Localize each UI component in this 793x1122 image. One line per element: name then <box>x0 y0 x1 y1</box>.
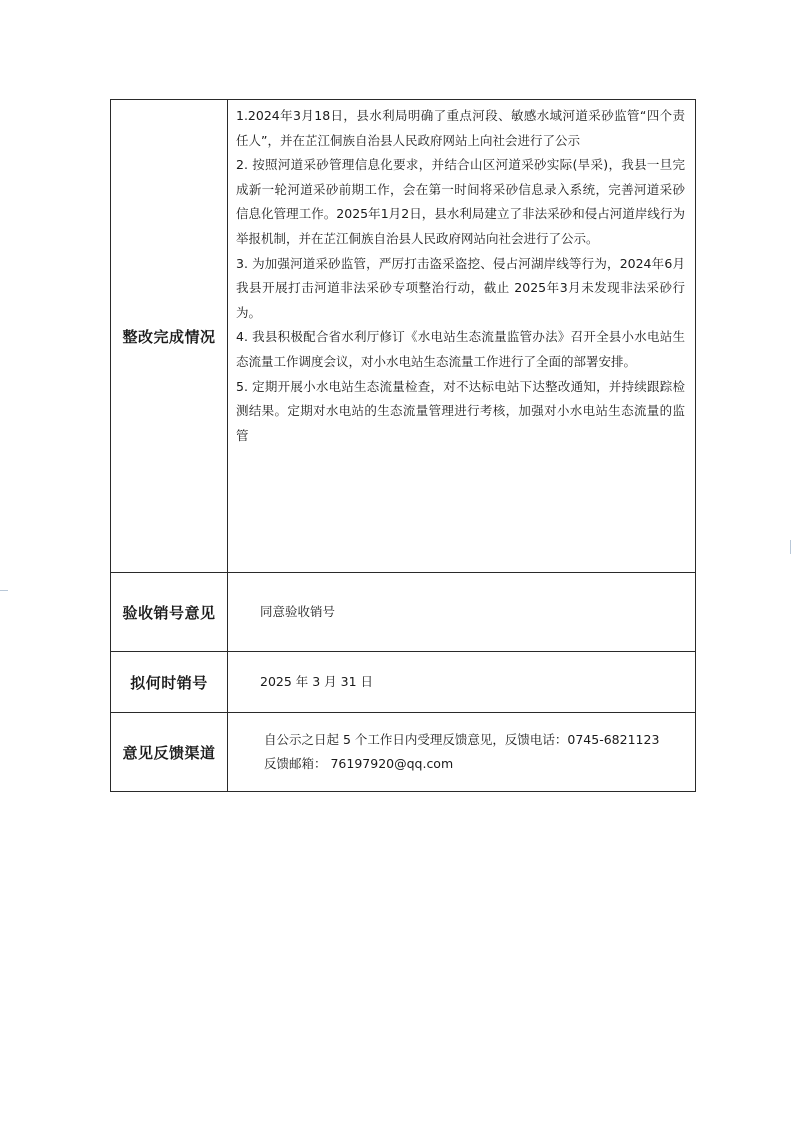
table-row-completion <box>111 100 696 573</box>
completion-item-4: 4. 我县积极配合省水利厅修订《水电站生态流量监管办法》召开全县小水电站生态流量工作调度会议，对小水电站生态流量工作进行了全面的部署安排。 <box>236 329 685 369</box>
closing-date-value: 2025 年 3 月 31 日 <box>260 673 374 689</box>
table-row-closing-date <box>111 652 696 713</box>
acceptance-value: 同意验收销号 <box>260 603 336 619</box>
feedback-email-line: 反馈邮箱： 76197920@qq.com <box>264 756 454 771</box>
rectification-table <box>110 99 696 792</box>
feedback-phone-line: 自公示之日起 5 个工作日内受理反馈意见，反馈电话：0745-6821123 <box>264 732 660 747</box>
scan-mark-left <box>0 590 8 591</box>
completion-content <box>228 100 696 573</box>
table-row-acceptance <box>111 573 696 652</box>
acceptance-cell <box>228 573 696 652</box>
completion-item-2: 2. 按照河道采砂管理信息化要求，并结合山区河道采砂实际(旱采)，我县一旦完成新一轮河道采砂前期工作，会在第一时间将采砂信息录入系统，完善河道采砂信息化管理工作。2025年1月2日，县水利局建立了非法采砂和侵占河道岸线行为举报机制，并在芷江侗族自治县人民政府网站向社会进行了公示。 <box>236 157 685 246</box>
completion-item-1: 1.2024年3月18日，县水利局明确了重点河段、敏感水域河道采砂监管“四个责任人”，并在芷江侗族自治县人民政府网站上向社会进行了公示 <box>236 108 685 148</box>
completion-item-5: 5. 定期开展小水电站生态流量检查，对不达标电站下达整改通知，并持续跟踪检测结果。定期对水电站的生态流量管理进行考核，加强对小水电站生态流量的监管 <box>236 378 685 443</box>
scan-mark-right <box>790 540 791 554</box>
completion-item-3: 3. 为加强河道采砂监管，严厉打击盗采盗挖、侵占河湖岸线等行为，2024年6月我县开展打击河道非法采砂专项整治行动，截止 2025年3月未发现非法采砂行为。 <box>236 255 685 320</box>
feedback-content <box>228 728 695 776</box>
feedback-cell <box>228 713 696 792</box>
closing-date-label: 拟何时销号 <box>111 652 228 713</box>
acceptance-label: 验收销号意见 <box>111 573 228 652</box>
completion-label: 整改完成情况 <box>111 100 228 573</box>
closing-date-cell <box>228 652 696 713</box>
feedback-label: 意见反馈渠道 <box>111 713 228 792</box>
table-row-feedback <box>111 713 696 792</box>
